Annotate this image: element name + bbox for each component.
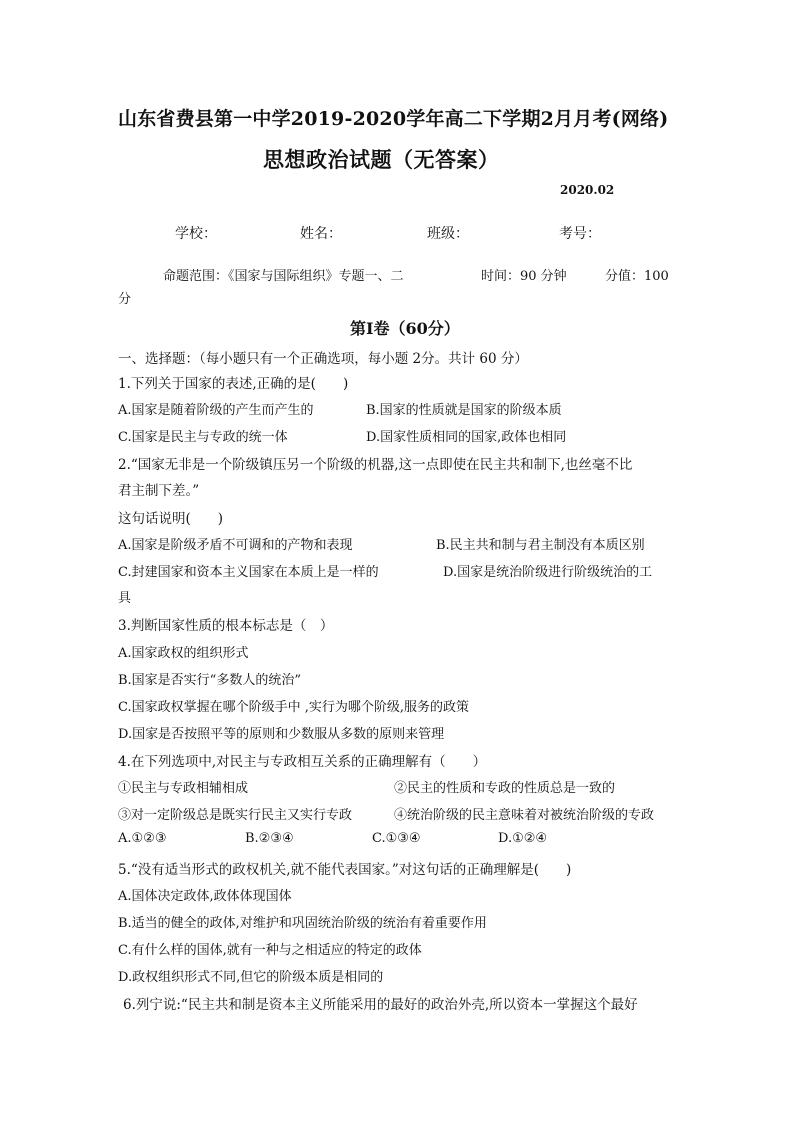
question-3-option-b: B.国家是否实行“多数人的统治” (118, 673, 301, 688)
exam-score-unit: 分 (118, 292, 132, 307)
section-instruction: 一、选择题：（每小题只有一个正确选项，每小题 2分。共计 60 分） (118, 351, 528, 367)
question-2-stem-line3: 这句话说明( ) (118, 511, 224, 527)
question-6-stem: 6.列宁说:“民主共和制是资本主义所能采用的最好的政治外壳,所以资本一掌握这个最好 (123, 997, 638, 1013)
question-5-option-d: D.政权组织形式不同,但它的阶级本质是相同的 (118, 970, 384, 985)
question-5-option-b: B.适当的健全的政体,对维护和巩固统治阶级的统治有着重要作用 (118, 916, 487, 931)
question-4-statement-2: ②民主的性质和专政的性质总是一致的 (394, 781, 616, 796)
exam-score: 分值：100 (605, 269, 669, 284)
question-2-option-c: C.封建国家和资本主义国家在本质上是一样的 (118, 565, 379, 580)
question-4-option-a: A.①②③ (118, 831, 167, 846)
question-2-option-b: B.民主共和制与君主制没有本质区别 (436, 538, 645, 553)
question-2-option-d-continued: 具 (118, 591, 132, 606)
question-2-stem-line2: 君主制下差。” (118, 483, 200, 499)
question-1-stem: 1.下列关于国家的表述,正确的是( ) (118, 376, 349, 392)
question-5-stem: 5.“没有适当形式的政权机关,就不能代表国家。”对这句话的正确理解是( ) (118, 862, 572, 878)
question-2-option-a: A.国家是阶级矛盾不可调和的产物和表现 (118, 538, 353, 553)
question-4-statement-1: ①民主与专政相辅相成 (118, 781, 249, 796)
question-1-option-c: C.国家是民主与专政的统一体 (118, 430, 288, 445)
question-4-statement-3: ③对一定阶级总是既实行民主又实行专政 (118, 808, 353, 823)
exam-number-field: 考号： (559, 226, 601, 242)
exam-date: 2020.02 (560, 183, 615, 197)
question-3-stem: 3.判断国家性质的根本标志是（ ） (118, 618, 334, 634)
question-2-stem-line1: 2.“国家无非是一个阶级镇压另一个阶级的机器,这一点即使在民主共和制下,也丝毫不比 (118, 457, 633, 473)
question-2-option-d: D.国家是统治阶级进行阶级统治的工 (443, 565, 653, 580)
question-4-option-b: B.②③④ (245, 831, 294, 846)
section-title: 第Ⅰ卷（60分） (350, 319, 460, 338)
exam-title: 山东省费县第一中学2019-2020学年高二下学期2月月考(网络) (118, 108, 669, 130)
question-4-stem: 4.在下列选项中,对民主与专政相互关系的正确理解有（ ） (118, 754, 487, 770)
question-3-option-d: D.国家是否按照平等的原则和少数服从多数的原则来管理 (118, 727, 445, 742)
question-1-option-d: D.国家性质相同的国家,政体也相同 (366, 430, 567, 445)
question-3-option-a: A.国家政权的组织形式 (118, 646, 249, 661)
question-4-option-c: C.①③④ (372, 831, 421, 846)
school-field: 学校： (175, 226, 217, 242)
question-4-option-d: D.①②④ (498, 831, 548, 846)
question-5-option-c: C.有什么样的国体,就有一种与之相适应的特定的政体 (118, 943, 422, 958)
question-3-option-c: C.国家政权掌握在哪个阶级手中 ,实行为哪个阶级,服务的政策 (118, 700, 470, 715)
name-field: 姓名： (300, 226, 342, 242)
exam-subtitle: 思想政治试题（无答案） (263, 147, 500, 172)
exam-time: 时间：90 分钟 (481, 269, 567, 284)
question-4-statement-4: ④统治阶级的民主意味着对被统治阶级的专政 (394, 808, 655, 823)
class-field: 班级： (427, 226, 469, 242)
question-5-option-a: A.国体决定政体,政体体现国体 (118, 889, 292, 904)
question-1-option-a: A.国家是随着阶级的产生而产生的 (118, 403, 314, 418)
question-1-option-b: B.国家的性质就是国家的阶级本质 (366, 403, 562, 418)
exam-scope: 命题范围：《国家与国际组织》专题一、二 (163, 269, 404, 284)
